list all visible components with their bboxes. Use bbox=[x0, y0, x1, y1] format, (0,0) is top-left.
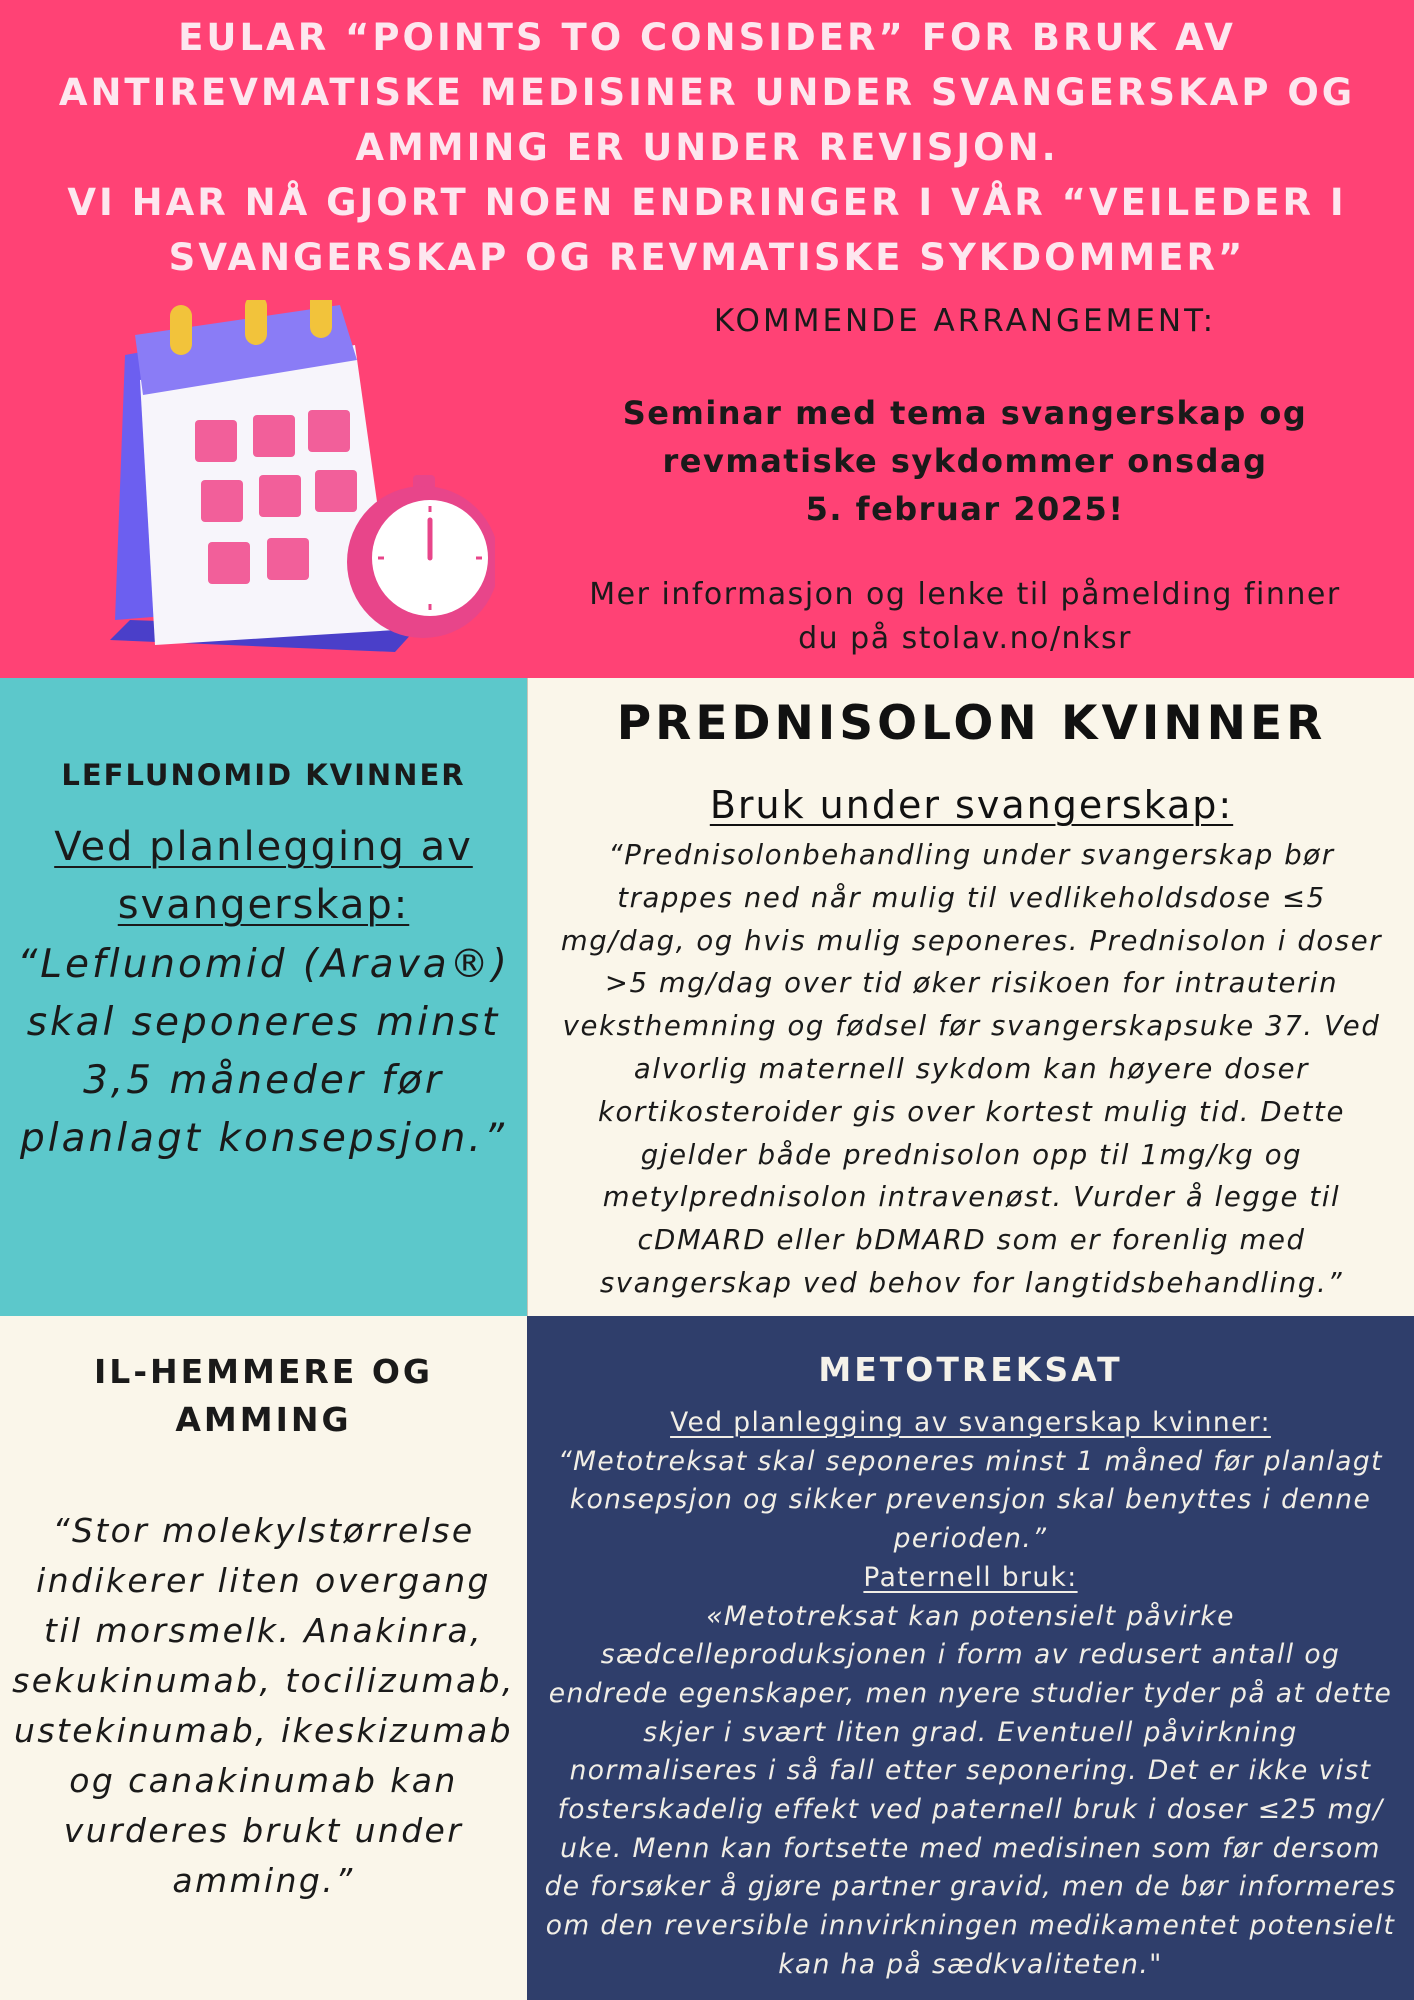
leflunomid-subheading bbox=[0, 818, 527, 934]
prednisolon-heading: PREDNISOLON KVINNER bbox=[616, 696, 1327, 751]
quote-line: de forsøker å gjøre partner gravid, men de bør informeres bbox=[544, 1871, 1397, 1903]
quote-line: endrede egenskaper, men nyere studier tyder på at dette bbox=[548, 1677, 1393, 1709]
heading-line: VI HAR NÅ GJORT NOEN ENDRINGER I VÅR “VEILEDER I bbox=[67, 181, 1347, 224]
heading-line: EULAR “POINTS TO CONSIDER” FOR BRUK AV bbox=[178, 16, 1236, 59]
quote-line: normaliseres i så fall etter seponering. Det er ikke vist bbox=[569, 1755, 1372, 1787]
quote-line: >5 mg/dag over tid øker risikoen for intrauterin bbox=[604, 967, 1339, 1000]
quote-line: planlagt konsepsjon.” bbox=[20, 1116, 507, 1161]
quote-line: skal seponeres minst bbox=[26, 1000, 501, 1045]
quote-line: “Leflunomid (Arava®) bbox=[17, 942, 510, 987]
quote-line: veksthemning og fødsel før svangerskapsuke 37. Ved bbox=[562, 1010, 1381, 1043]
il-hemmere-quote bbox=[0, 1506, 527, 1906]
heading-line: IL-HEMMERE OG bbox=[94, 1352, 433, 1391]
quote-line: vurderes brukt under bbox=[63, 1811, 464, 1850]
quote-line: og canakinumab kan bbox=[69, 1761, 458, 1800]
event-info-line: Mer informasjon og lenke til påmelding finner bbox=[589, 577, 1341, 612]
quote-line: “Stor molekylstørrelse bbox=[52, 1511, 475, 1550]
calendar-icon bbox=[95, 300, 495, 660]
metotreksat-heading: METOTREKSAT bbox=[818, 1350, 1123, 1389]
event-title-line: revmatiske sykdommer onsdag bbox=[662, 442, 1268, 480]
metotreksat-body bbox=[527, 1404, 1414, 1985]
quote-line: perioden.” bbox=[893, 1523, 1048, 1555]
quote-line: skjer i svært liten grad. Eventuell påvirkning bbox=[643, 1716, 1298, 1748]
event-label: KOMMENDE ARRANGEMENT: bbox=[713, 303, 1217, 339]
quote-line: “Prednisolonbehandling under svangerskap bør bbox=[608, 839, 1335, 871]
quote-line: fosterskadelig effekt ved paternell bruk i doser ≤25 mg/ bbox=[557, 1794, 1384, 1826]
leflunomid-panel bbox=[0, 678, 527, 1316]
prednisolon-panel bbox=[527, 678, 1414, 1316]
quote-line: cDMARD eller bDMARD som er forenlig med bbox=[637, 1224, 1306, 1257]
announcement-heading bbox=[30, 10, 1384, 285]
heading-line: AMMING bbox=[175, 1400, 352, 1439]
quote-line: trappes ned når mulig til vedlikeholdsdose ≤5 bbox=[617, 881, 1326, 914]
metotreksat-panel bbox=[527, 1316, 1414, 2000]
quote-line: 3,5 måneder før bbox=[83, 1058, 444, 1103]
heading-line: AMMING ER UNDER REVISJON. bbox=[355, 126, 1059, 169]
quote-line: gjelder både prednisolon opp til 1mg/kg og bbox=[640, 1138, 1303, 1171]
event-info-line: du på stolav.no/nksr bbox=[798, 621, 1132, 656]
quote-line: konsepsjon og sikker prevensjon skal benyttes i denne bbox=[569, 1484, 1372, 1516]
prednisolon-quote bbox=[528, 834, 1414, 1305]
quote-line: “Metotreksat skal seponeres minst 1 måned før planlagt bbox=[558, 1445, 1383, 1477]
subheading-line: svangerskap: bbox=[117, 882, 410, 928]
metotreksat-subheading-women: Ved planlegging av svangerskap kvinner: bbox=[670, 1407, 1271, 1438]
il-hemmere-panel bbox=[0, 1316, 527, 2000]
event-info bbox=[520, 573, 1410, 661]
heading-line: SVANGERSKAP OG REVMATISKE SYKDOMMER” bbox=[168, 236, 1246, 279]
upcoming-event bbox=[520, 295, 1410, 661]
prednisolon-subheading: Bruk under svangerskap: bbox=[709, 783, 1234, 827]
quote-line: sædcelleproduksjonen i form av redusert antall og bbox=[600, 1639, 1341, 1671]
event-title-line: Seminar med tema svangerskap og bbox=[622, 394, 1308, 432]
quote-line: til morsmelk. Anakinra, bbox=[44, 1611, 483, 1650]
subheading-line: Ved planlegging av bbox=[54, 824, 473, 870]
quote-line: uke. Menn kan fortsette med medisinen som før dersom bbox=[560, 1832, 1381, 1864]
quote-line: amming.” bbox=[172, 1861, 355, 1900]
leflunomid-quote bbox=[0, 936, 527, 1168]
event-title bbox=[520, 389, 1410, 533]
quote-line: kortikosteroider gis over kortest mulig tid. Dette bbox=[598, 1095, 1345, 1128]
quote-line: mg/dag, og hvis mulig seponeres. Prednisolon i doser bbox=[560, 924, 1383, 957]
metotreksat-subheading-paternal: Paternell bruk: bbox=[863, 1561, 1078, 1593]
quote-line: indikerer liten overgang bbox=[36, 1561, 491, 1600]
heading-line: ANTIREVMATISKE MEDISINER UNDER SVANGERSKAP OG bbox=[58, 71, 1356, 114]
event-title-line: 5. februar 2025! bbox=[805, 490, 1125, 528]
quote-line: sekukinumab, tocilizumab, bbox=[12, 1661, 515, 1700]
il-hemmere-heading bbox=[0, 1348, 527, 1444]
quote-line: alvorlig maternell sykdom kan høyere doser bbox=[633, 1052, 1310, 1085]
quote-line: om den reversible innvirkningen medikamentet potensielt bbox=[545, 1910, 1396, 1942]
quote-line: «Metotreksat kan potensielt påvirke bbox=[706, 1600, 1235, 1632]
quote-line: kan ha på sædkvaliteten." bbox=[778, 1948, 1163, 1980]
leflunomid-heading: LEFLUNOMID KVINNER bbox=[61, 758, 466, 792]
quote-line: metylprednisolon intravenøst. Vurder å legge til bbox=[602, 1181, 1341, 1214]
quote-line: ustekinumab, ikeskizumab bbox=[14, 1711, 513, 1750]
quote-line: svangerskap ved behov for langtidsbehandling.” bbox=[599, 1266, 1344, 1299]
announcement-banner bbox=[0, 0, 1414, 678]
